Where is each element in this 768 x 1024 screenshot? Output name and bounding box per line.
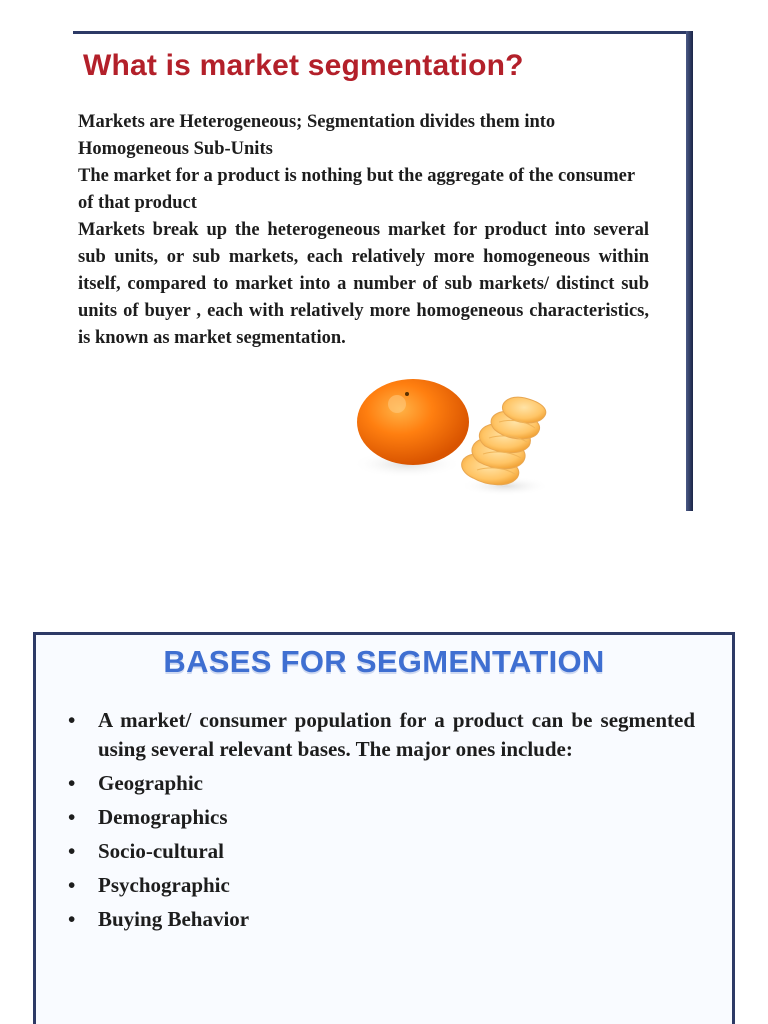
- bullet: •: [68, 839, 76, 863]
- bases-list: [63, 706, 695, 939]
- list-item-text: Buying Behavior: [98, 907, 250, 931]
- list-item: [63, 905, 695, 934]
- slide-top-border: [33, 632, 735, 635]
- list-item-text: Demographics: [98, 805, 228, 829]
- paragraph-definition: Markets break up the heterogeneous market for product into several sub units, or sub markets, each relatively more homogeneous within itself, compared to market into a number of sub markets/ distinct sub units of buyer , each with relatively more homogeneous characteristics, is known as market segmentation.: [78, 220, 649, 348]
- list-item: [63, 706, 695, 764]
- slide-left-border: [33, 632, 36, 1024]
- slide-bases-for-segmentation: [33, 632, 735, 1024]
- list-item: [63, 837, 695, 866]
- peeled-orange-icon: [355, 374, 555, 499]
- list-item-text: Geographic: [98, 771, 203, 795]
- slide-top-border: [73, 31, 693, 34]
- list-item: [63, 871, 695, 900]
- slide-body: [78, 109, 649, 352]
- list-item-text: Socio-cultural: [98, 839, 224, 863]
- list-item: [63, 803, 695, 832]
- bullet: •: [68, 873, 76, 897]
- slide-title: BASES FOR SEGMENTATION: [163, 644, 605, 679]
- bullet: •: [68, 907, 76, 931]
- bullet: •: [68, 805, 76, 829]
- slide-right-border: [732, 632, 735, 1024]
- slide-market-segmentation: [73, 31, 693, 511]
- list-item-text: A market/ consumer population for a product can be segmented using several relevant bases. The major ones include:: [98, 708, 695, 761]
- bullet: •: [68, 771, 76, 795]
- paragraph-aggregate: The market for a product is nothing but the aggregate of the consumer of that product: [78, 166, 635, 213]
- slide-right-border: [686, 31, 693, 511]
- paragraph-heterogeneous: Markets are Heterogeneous; Segmentation divides them into Homogeneous Sub-Units: [78, 112, 556, 159]
- bullet: •: [68, 708, 76, 732]
- list-item-text: Psychographic: [98, 873, 230, 897]
- slide-title: What is market segmentation?: [83, 49, 524, 82]
- list-item: [63, 769, 695, 798]
